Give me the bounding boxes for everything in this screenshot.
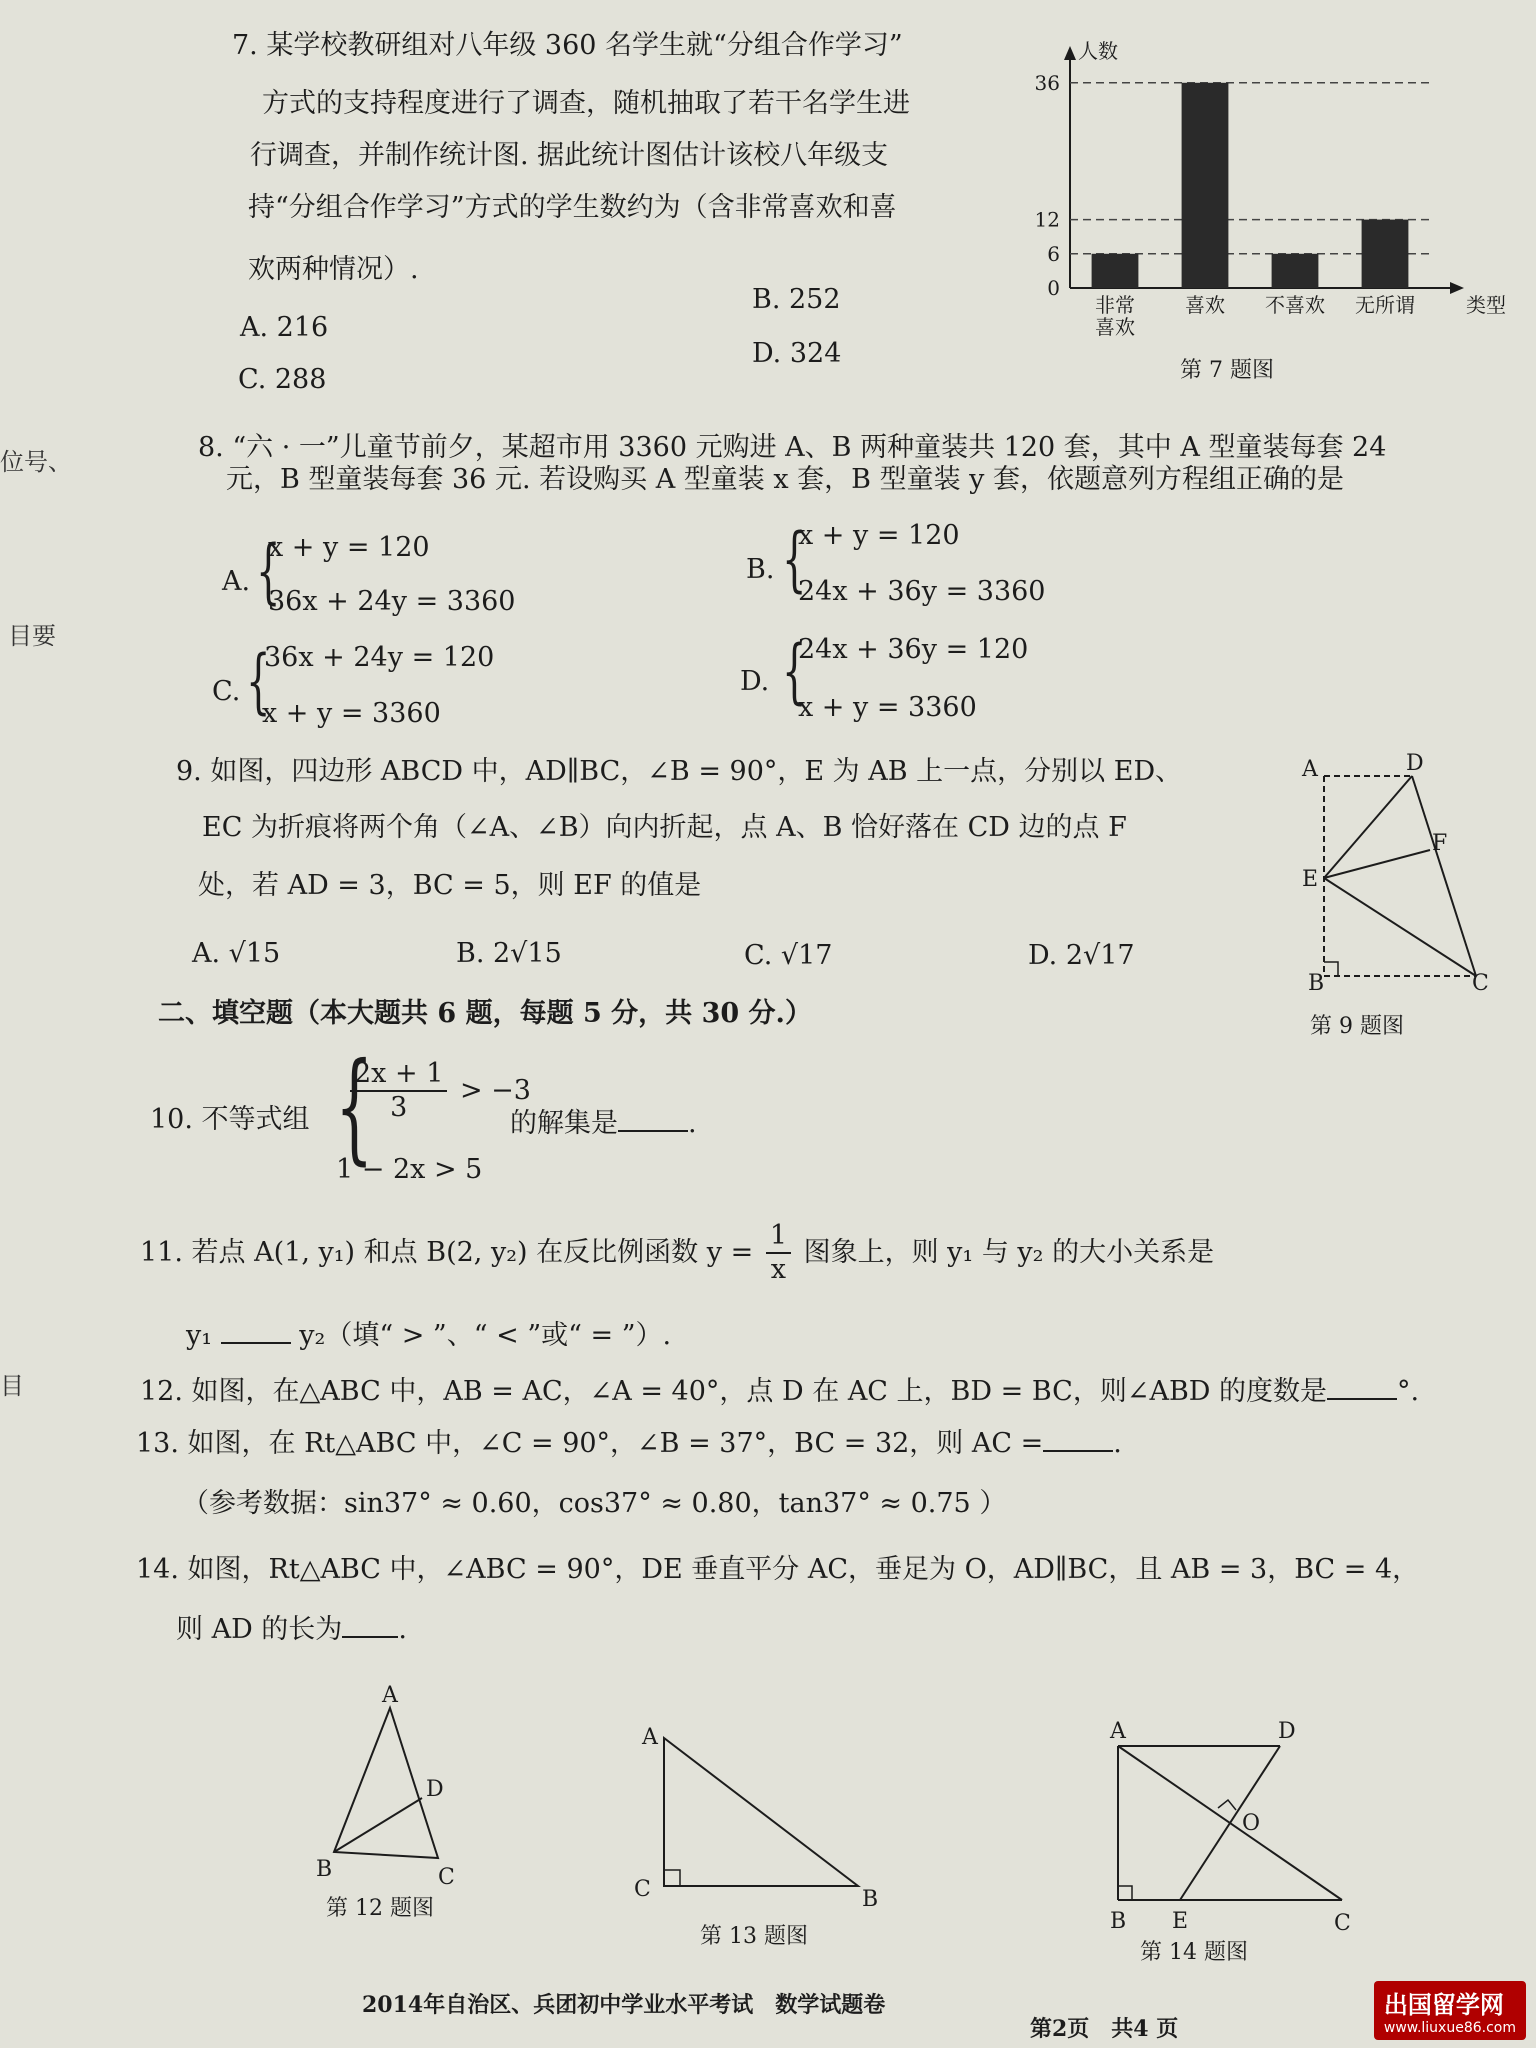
q9-option-a: A. √15 — [192, 938, 281, 969]
q8-option-c-eq2: x + y = 3360 — [262, 698, 441, 729]
q14-text: 则 AD 的长为 — [176, 1614, 343, 1645]
q12-figure-caption: 第 12 题图 — [326, 1896, 434, 1921]
q7-line-3: 行调查，并制作统计图. 据此统计图估计该校八年级支 — [250, 140, 889, 171]
q13-right-angle-mark — [664, 1870, 680, 1886]
q9-label-b: B — [1308, 971, 1325, 996]
chart-bar — [1272, 254, 1319, 288]
margin-note-3: 目 — [0, 1372, 24, 1400]
chart-category-label: 不喜欢 — [1265, 293, 1325, 317]
q11-numerator: 1 — [766, 1220, 791, 1254]
q8-option-a-eq2: 36x + 24y = 3360 — [268, 586, 516, 617]
q14-answer-blank — [342, 1612, 398, 1638]
q8-option-b-label: B. — [746, 554, 775, 585]
margin-note-1: 位号、 — [0, 448, 72, 476]
q9-figure-caption: 第 9 题图 — [1310, 1014, 1404, 1039]
q7-option-d: D. 324 — [752, 338, 842, 369]
q9-label-a: A — [1302, 757, 1318, 782]
q8-option-c-brace: { — [246, 640, 271, 722]
q12-label-b: B — [316, 1857, 333, 1882]
q9-label-d: D — [1406, 751, 1424, 776]
chart-category-label: 喜欢 — [1185, 293, 1225, 317]
q8-option-c-eq1: 36x + 24y = 120 — [264, 642, 495, 673]
q14-figure-caption: 第 14 题图 — [1140, 1940, 1248, 1965]
q10-numerator: 2x + 1 — [350, 1058, 447, 1092]
q14-end: . — [398, 1614, 407, 1645]
q9-line-1: 9. 如图，四边形 ABCD 中，AD∥BC，∠B = 90°，E 为 AB 上一点，分别以 ED、 — [176, 756, 1183, 787]
watermark-logo — [1374, 1981, 1526, 2040]
q14-label-a: A — [1110, 1719, 1126, 1744]
q8-option-d-brace: { — [782, 630, 807, 712]
q14-label-b: B — [1110, 1909, 1127, 1934]
q9-option-d: D. 2√17 — [1028, 940, 1135, 971]
q7-option-b: B. 252 — [752, 284, 841, 315]
q11-y1: y₁ — [186, 1320, 213, 1351]
q9-line-2: EC 为折痕将两个角（∠A、∠B）向内折起，点 A、B 恰好落在 CD 边的点 F — [202, 812, 1127, 843]
q8-option-d-eq2: x + y = 3360 — [798, 692, 977, 723]
q11-text-b: 图象上，则 y₁ 与 y₂ 的大小关系是 — [803, 1236, 1215, 1268]
q9-line-3: 处，若 AD = 3，BC = 5，则 EF 的值是 — [198, 870, 702, 901]
q13-figure — [630, 1710, 890, 1930]
q9-fold-ed — [1324, 776, 1412, 878]
q8-line-1: 8. “六 · 一”儿童节前夕，某超市用 3360 元购进 A、B 两种童装共 120 套，其中 A 型童装每套 24 — [198, 432, 1387, 463]
q14-right-angle-b — [1118, 1886, 1132, 1900]
q7-line-4: 持“分组合作学习”方式的学生数约为（含非常喜欢和喜 — [248, 192, 897, 223]
q14-figure — [1090, 1704, 1370, 1944]
chart-category-label: 喜欢 — [1095, 315, 1135, 339]
q8-option-d-label: D. — [740, 666, 770, 697]
q14-label-c: C — [1334, 1911, 1351, 1936]
q10-fraction — [346, 1058, 531, 1125]
footer-page-number: 第2页 共4 页 — [1030, 2016, 1179, 2042]
q8-option-a-brace: { — [256, 530, 281, 612]
chart-x-axis-label: 类型 — [1466, 293, 1506, 317]
q12-figure — [310, 1680, 480, 1920]
q13-text: 13. 如图，在 Rt△ABC 中，∠C = 90°，∠B = 37°，BC = 32，则 AC = — [136, 1428, 1044, 1459]
chart-bar — [1092, 254, 1139, 288]
watermark-url: www.liuxue86.com — [1383, 2020, 1516, 2036]
q12-label-a: A — [382, 1683, 398, 1708]
q12-triangle-abc — [334, 1708, 438, 1858]
q12-end: °. — [1397, 1376, 1420, 1407]
chart-y-tick-label: 12 — [1034, 207, 1060, 232]
question-12 — [140, 1374, 1419, 1408]
q9-label-e: E — [1302, 867, 1319, 892]
q8-option-a-eq1: x + y = 120 — [268, 532, 430, 563]
q10-answer-blank — [618, 1106, 688, 1132]
q8-option-a-label: A. — [222, 566, 251, 597]
q8-line-2: 元，B 型童装每套 36 元. 若设购买 A 型童装 x 套，B 型童装 y 套，依题意列方程组正确的是 — [226, 464, 1345, 495]
q9-right-angle-mark — [1324, 962, 1338, 976]
q7-line-2: 方式的支持程度进行了调查，随机抽取了若干名学生进 — [262, 88, 910, 119]
q8-option-c-label: C. — [212, 676, 241, 707]
q10-denominator: 3 — [390, 1092, 408, 1124]
q9-figure — [1290, 750, 1510, 1010]
q13-label-a: A — [642, 1725, 658, 1750]
q9-label-f: F — [1432, 831, 1448, 856]
q7-chart-caption: 第 7 题图 — [1180, 358, 1274, 383]
q8-option-b-eq2: 24x + 36y = 3360 — [798, 576, 1046, 607]
section-2-heading: 二、填空题（本大题共 6 题，每题 5 分，共 30 分.） — [158, 998, 812, 1029]
q13-line-1 — [136, 1426, 1122, 1460]
chart-y-tick-label: 36 — [1034, 70, 1060, 95]
q7-bar-chart — [1010, 40, 1510, 340]
q7-line-5: 欢两种情况）. — [248, 254, 419, 285]
q14-line-1: 14. 如图，Rt△ABC 中，∠ABC = 90°，DE 垂直平分 AC，垂足为 O，AD∥BC，且 AB = 3，BC = 4， — [136, 1554, 1420, 1585]
chart-y-axis-arrow — [1064, 46, 1076, 60]
chart-bar — [1182, 83, 1229, 288]
q13-triangle-abc — [664, 1738, 858, 1886]
chart-y-tick-label: 6 — [1047, 241, 1060, 266]
q11-text-a: 11. 若点 A(1, y₁) 和点 B(2, y₂) 在反比例函数 y = — [140, 1236, 754, 1268]
q12-label-d: D — [426, 1777, 444, 1802]
chart-y-axis-label: 人数 — [1078, 40, 1118, 63]
q11-line-1 — [140, 1220, 1214, 1287]
q12-segment-bd — [334, 1798, 422, 1852]
q10-line-2: 1 − 2x > 5 — [336, 1154, 483, 1185]
q10-suffix: 的解集是 — [510, 1108, 618, 1139]
chart-bar — [1362, 220, 1409, 288]
q14-label-o: O — [1242, 1811, 1261, 1836]
q13-answer-blank — [1043, 1426, 1113, 1452]
q14-segment-de — [1180, 1746, 1280, 1900]
q12-answer-blank — [1327, 1374, 1397, 1400]
q9-fold-ec — [1324, 878, 1476, 976]
q9-option-b: B. 2√15 — [456, 938, 562, 969]
chart-category-label: 非常 — [1095, 293, 1135, 317]
q7-option-c: C. 288 — [238, 364, 327, 395]
q13-end: . — [1113, 1428, 1122, 1459]
q9-segment-ef — [1324, 850, 1430, 878]
watermark-name: 出国留学网 — [1383, 1991, 1504, 2019]
q8-option-d-eq1: 24x + 36y = 120 — [798, 634, 1029, 665]
q11-answer-blank — [221, 1318, 291, 1344]
footer-title: 2014年自治区、兵团初中学业水平考试 数学试题卷 — [362, 1992, 886, 2018]
q14-label-d: D — [1278, 1719, 1296, 1744]
q13-figure-caption: 第 13 题图 — [700, 1924, 808, 1949]
chart-x-axis-arrow — [1450, 282, 1464, 294]
margin-note-2: 目要 — [8, 622, 56, 650]
q12-label-c: C — [438, 1865, 455, 1890]
q14-line-2 — [176, 1612, 407, 1646]
q9-option-c: C. √17 — [744, 940, 833, 971]
q8-option-b-eq1: x + y = 120 — [798, 520, 960, 551]
q10-prefix: 10. 不等式组 — [150, 1104, 310, 1135]
q9-label-c: C — [1472, 971, 1489, 996]
chart-category-label: 无所谓 — [1355, 293, 1415, 317]
q9-edge-dc — [1412, 776, 1476, 976]
q14-label-e: E — [1172, 1909, 1189, 1934]
q12-text: 12. 如图，在△ABC 中，AB = AC，∠A = 40°，点 D 在 AC 上，BD = BC，则∠ABD 的度数是 — [140, 1376, 1328, 1407]
q13-label-c: C — [634, 1877, 651, 1902]
q11-denominator: x — [770, 1254, 787, 1286]
q11-line-2 — [186, 1318, 671, 1352]
q13-label-b: B — [862, 1887, 879, 1912]
q8-option-b-brace: { — [782, 518, 807, 600]
q14-right-angle-o — [1218, 1800, 1236, 1810]
q11-y2-hint: y₂（填“ > ”、“ < ”或“ = ”）. — [299, 1320, 672, 1351]
q10-rest-1: > −3 — [459, 1074, 531, 1106]
q10-suffix-wrap — [510, 1106, 697, 1140]
q10-brace: { — [335, 1038, 374, 1177]
chart-y-tick-label: 0 — [1047, 276, 1060, 300]
q10-end: . — [688, 1108, 697, 1139]
q7-option-a: A. 216 — [240, 312, 329, 343]
q7-line-1: 7. 某学校教研组对八年级 360 名学生就“分组合作学习” — [232, 30, 903, 61]
q13-reference-data: （参考数据：sin37° ≈ 0.60，cos37° ≈ 0.80，tan37° ≈ 0.75 ） — [182, 1488, 1007, 1519]
